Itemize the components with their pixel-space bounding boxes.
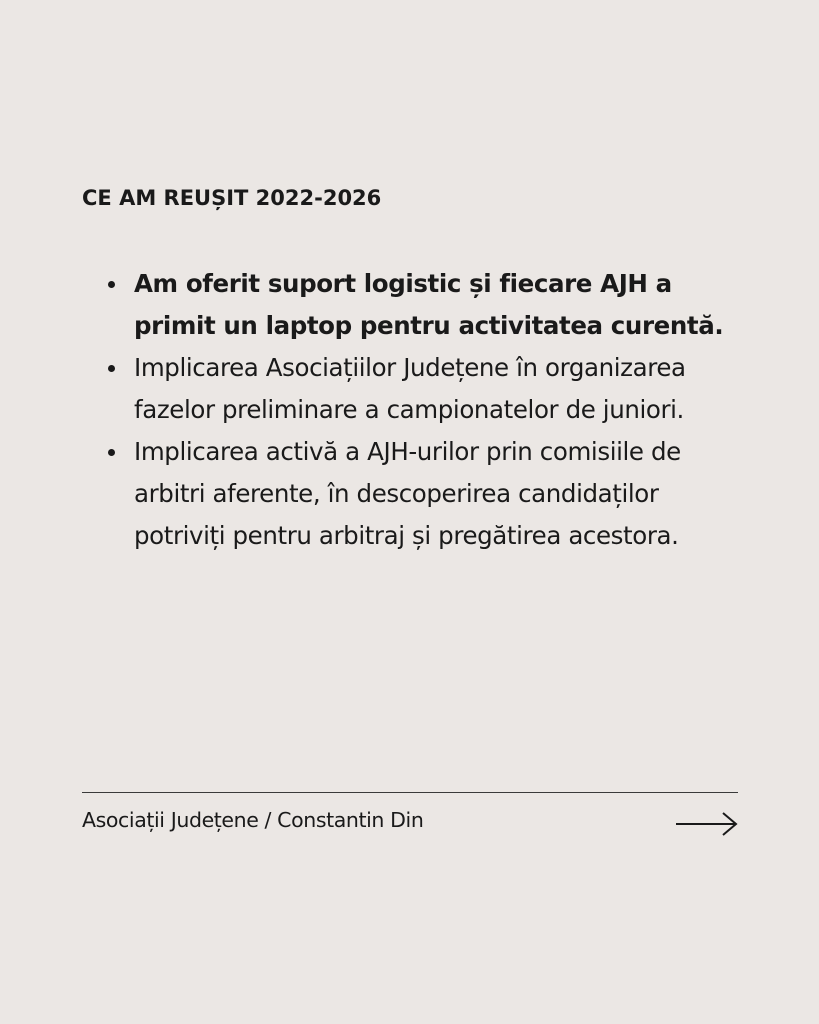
footer-divider bbox=[82, 792, 738, 793]
bullet-dot-icon bbox=[108, 281, 115, 288]
bullet-dot-icon bbox=[108, 365, 115, 372]
list-item-text: Am oferit suport logistic și fiecare AJH a primit un laptop pentru activitatea curentă. bbox=[134, 269, 724, 340]
list-item-text: Implicarea Asociațiilor Județene în organizarea fazelor preliminare a campionatelor de juniori. bbox=[134, 353, 686, 424]
footer-breadcrumb: Asociații Județene / Constantin Din bbox=[82, 808, 424, 832]
list-item bbox=[108, 263, 748, 347]
list-item bbox=[108, 347, 748, 431]
list-item-text: Implicarea activă a AJH-urilor prin comisiile de arbitri aferente, în descoperirea candidaților potriviți pentru arbitraj și pregătirea acestora. bbox=[134, 437, 681, 550]
bullet-dot-icon bbox=[108, 449, 115, 456]
list-item bbox=[108, 431, 748, 557]
heading: CE AM REUȘIT 2022-2026 bbox=[82, 186, 382, 210]
achievements-list bbox=[108, 263, 748, 557]
arrow-right-icon[interactable] bbox=[676, 810, 738, 838]
